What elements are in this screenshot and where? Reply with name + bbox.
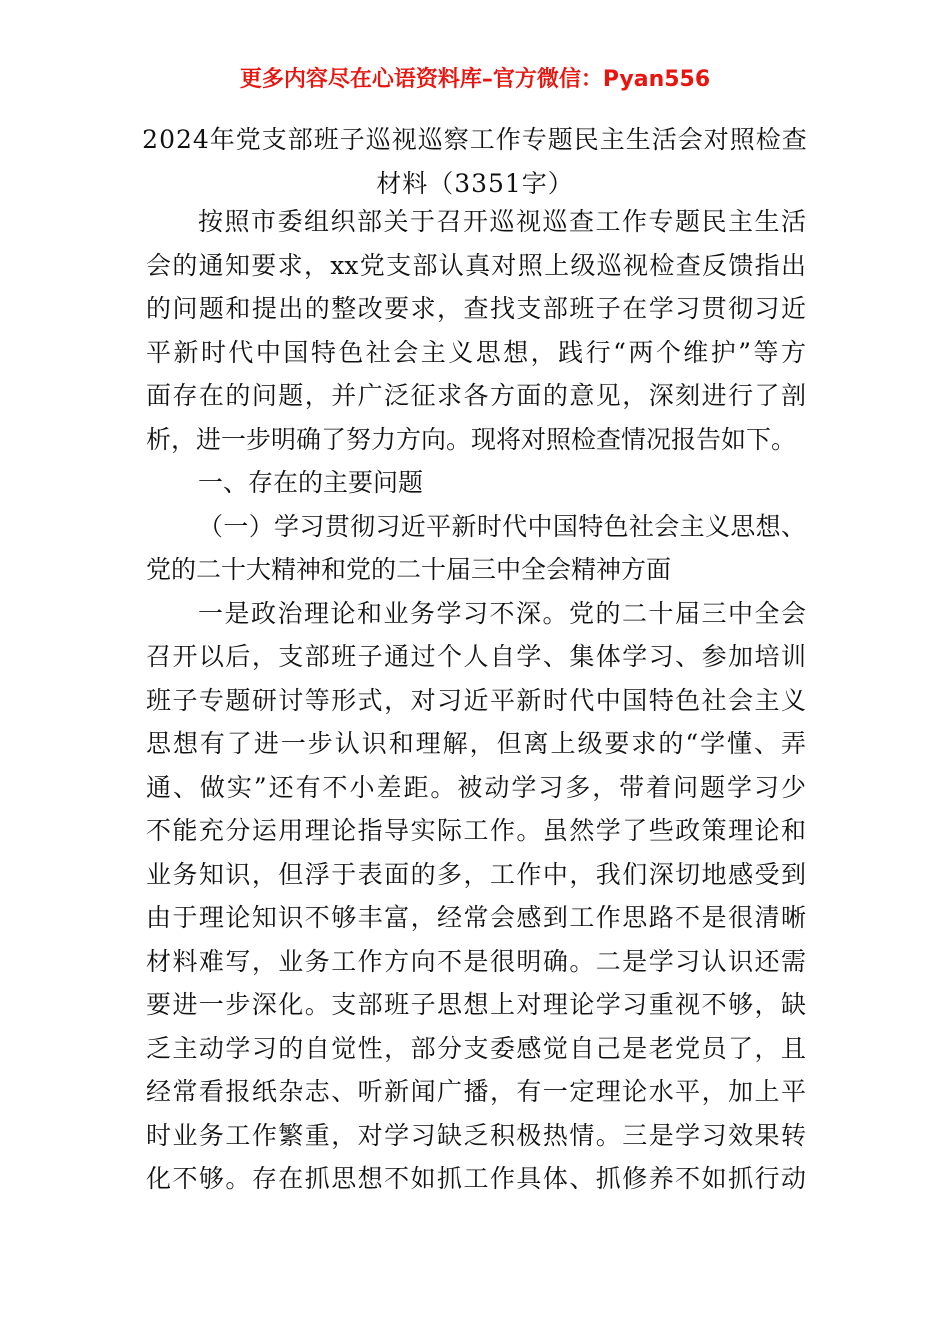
paragraph-intro-line: 会的通知要求，xx党支部认真对照上级巡视检查反馈指出 (146, 250, 806, 280)
document-body (146, 200, 806, 1201)
paragraph-intro-line: 析，进一步明确了努力方向。现将对照检查情况报告如下。 (146, 424, 797, 454)
paragraph-intro-line: 的问题和提出的整改要求，查找支部班子在学习贯彻习近 (146, 294, 806, 323)
paragraph-body-line: 通、做实”还有不小差距。被动学习多，带着问题学习少 (146, 772, 806, 802)
paragraph-body-line: 由于理论知识不够丰富，经常会感到工作思路不是很清晰 (146, 903, 806, 932)
paragraph-body-line: 班子专题研讨等形式，对习近平新时代中国特色社会主义 (146, 685, 806, 715)
title-line-2: 材料（3351字） (376, 169, 574, 198)
paragraph-body-line: 要进一步深化。支部班子思想上对理论学习重视不够，缺 (146, 990, 806, 1019)
paragraph-body-line: 时业务工作繁重，对学习缺乏积极热情。三是学习效果转 (146, 1120, 806, 1150)
subsection-heading-line: 党的二十大精神和党的二十届三中全会精神方面 (146, 555, 672, 584)
paragraph-intro-line: 面存在的问题，并广泛征求各方面的意见，深刻进行了剖 (146, 381, 806, 410)
section-heading: 一、存在的主要问题 (198, 468, 424, 497)
title-line-1: 2024年党支部班子巡视巡察工作专题民主生活会对照检查 (142, 125, 808, 154)
subsection-heading-line: （一）学习贯彻习近平新时代中国特色社会主义思想、 (198, 511, 806, 541)
paragraph-body-line: 材料难写，业务工作方向不是很明确。二是学习认识还需 (146, 946, 806, 976)
promo-banner: 更多内容尽在心语资料库–官方微信：Pyan556 (239, 67, 711, 92)
paragraph-body-line: 不能充分运用理论指导实际工作。虽然学了些政策理论和 (146, 816, 806, 845)
paragraph-body-line: 业务知识，但浮于表面的多，工作中，我们深切地感受到 (146, 859, 806, 889)
document-title (120, 118, 830, 206)
paragraph-intro-line: 按照市委组织部关于召开巡视巡查工作专题民主生活 (198, 207, 806, 236)
paragraph-body-line: 思想有了进一步认识和理解，但离上级要求的“学懂、弄 (146, 729, 806, 758)
paragraph-body-line: 乏主动学习的自觉性，部分支委感觉自己是老党员了，且 (146, 1033, 806, 1063)
paragraph-body-line: 化不够。存在抓思想不如抓工作具体、抓修养不如抓行动 (146, 1164, 806, 1193)
paragraph-body-line: 经常看报纸杂志、听新闻广播，有一定理论水平，加上平 (146, 1077, 806, 1106)
paragraph-body-line: 召开以后，支部班子通过个人自学、集体学习、参加培训 (146, 642, 806, 671)
paragraph-body-line: 一是政治理论和业务学习不深。党的二十届三中全会 (198, 598, 806, 628)
paragraph-intro-line: 平新时代中国特色社会主义思想，践行“两个维护”等方 (146, 337, 806, 367)
